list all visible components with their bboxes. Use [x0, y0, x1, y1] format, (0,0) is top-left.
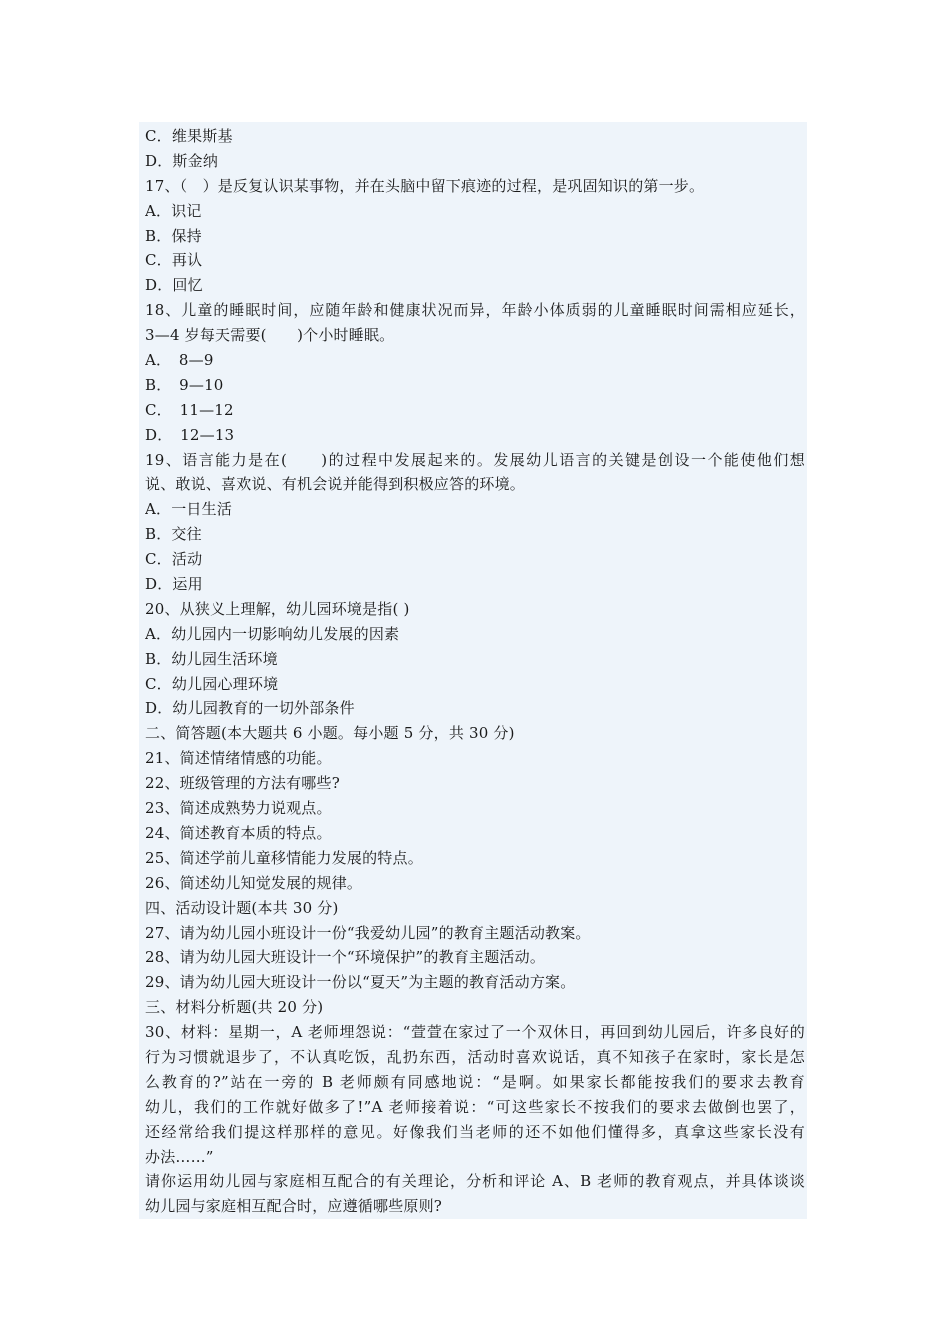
q19-option-d: D．运用 [145, 575, 203, 594]
section-heading-activity-design: 四、活动设计题(本共 30 分) [145, 898, 339, 917]
q19-option-a: A．一日生活 [145, 500, 233, 519]
q19-option-b: B．交往 [145, 525, 202, 544]
question-30-line-1: 30、材料：星期一，A 老师埋怨说：“萱萱在家过了一个双休日，再回到幼儿园后，许多良好的 [145, 1023, 805, 1042]
q20-option-a: A．幼儿园内一切影响幼儿发展的因素 [145, 624, 400, 643]
q17-option-b: B．保持 [145, 226, 202, 245]
question-30-line-4: 幼儿，我们的工作就好做多了!”A 老师接着说：“可这些家长不按我们的要求去做倒也罢了， [145, 1097, 805, 1116]
question-30-prompt-line-1: 请你运用幼儿园与家庭相互配合的有关理论，分析和评论 A、B 老师的教育观点，并具体谈谈 [145, 1172, 805, 1191]
question-24: 24、简述教育本质的特点。 [145, 823, 332, 842]
question-30-prompt-line-2: 幼儿园与家庭相互配合时，应遵循哪些原则? [145, 1197, 443, 1216]
section-heading-short-answer: 二、简答题(本大题共 6 小题。每小题 5 分，共 30 分) [145, 724, 515, 743]
q18-option-c: C． 11—12 [145, 400, 234, 419]
question-19-line-1: 19、语言能力是在( )的过程中发展起来的。发展幼儿语言的关键是创设一个能使他们想 [145, 450, 805, 469]
question-21: 21、简述情绪情感的功能。 [145, 749, 332, 768]
document-page [139, 122, 807, 1219]
q20-option-d: D．幼儿园教育的一切外部条件 [145, 699, 355, 718]
question-30-line-6: 办法……” [145, 1147, 214, 1166]
q18-option-a: A． 8—9 [145, 351, 214, 370]
question-30-line-3: 么教育的?”站在一旁的 B 老师颇有同感地说：“是啊。如果家长都能按我们的要求去教育 [145, 1072, 805, 1091]
q18-option-b: B． 9—10 [145, 375, 224, 394]
question-20: 20、从狭义上理解，幼儿园环境是指( ) [145, 599, 410, 618]
question-17: 17、（ ）是反复认识某事物，并在头脑中留下痕迹的过程，是巩固知识的第一步。 [145, 176, 705, 195]
question-30-line-5: 还经常给我们提这样那样的意见。好像我们当老师的还不如他们懂得多，真拿这些家长没有 [145, 1122, 805, 1141]
question-29: 29、请为幼儿园大班设计一份以“夏天”为主题的教育活动方案。 [145, 973, 576, 992]
q17-option-a: A．识记 [145, 201, 202, 220]
question-22: 22、班级管理的方法有哪些? [145, 774, 340, 793]
q17-option-c: C．再认 [145, 251, 203, 270]
option-c-line: C．维果斯基 [145, 127, 233, 145]
question-30-line-2: 行为习惯就退步了，不认真吃饭，乱扔东西，活动时喜欢说话，真不知孩子在家时，家长是怎 [145, 1047, 805, 1066]
q17-option-d: D．回忆 [145, 276, 203, 295]
q20-option-c: C．幼儿园心理环境 [145, 674, 279, 693]
question-25: 25、简述学前儿童移情能力发展的特点。 [145, 848, 423, 867]
question-18-line-2: 3—4 岁每天需要( )个小时睡眠。 [145, 326, 395, 345]
question-26: 26、简述幼儿知觉发展的规律。 [145, 873, 363, 892]
question-28: 28、请为幼儿园大班设计一个“环境保护”的教育主题活动。 [145, 948, 546, 967]
q19-option-c: C．活动 [145, 550, 203, 569]
question-18-line-1: 18、儿童的睡眠时间，应随年龄和健康状况而异，年龄小体质弱的儿童睡眠时间需相应延长， [145, 301, 805, 320]
question-19-line-2: 说、敢说、喜欢说、有机会说并能得到积极应答的环境。 [145, 475, 526, 494]
q20-option-b: B．幼儿园生活环境 [145, 649, 278, 668]
question-23: 23、简述成熟势力说观点。 [145, 799, 332, 818]
option-d-line: D．斯金纳 [145, 151, 219, 170]
question-27: 27、请为幼儿园小班设计一份“我爱幼儿园”的教育主题活动教案。 [145, 923, 591, 942]
section-heading-material-analysis: 三、材料分析题(共 20 分) [145, 998, 324, 1017]
q18-option-d: D． 12—13 [145, 425, 235, 444]
